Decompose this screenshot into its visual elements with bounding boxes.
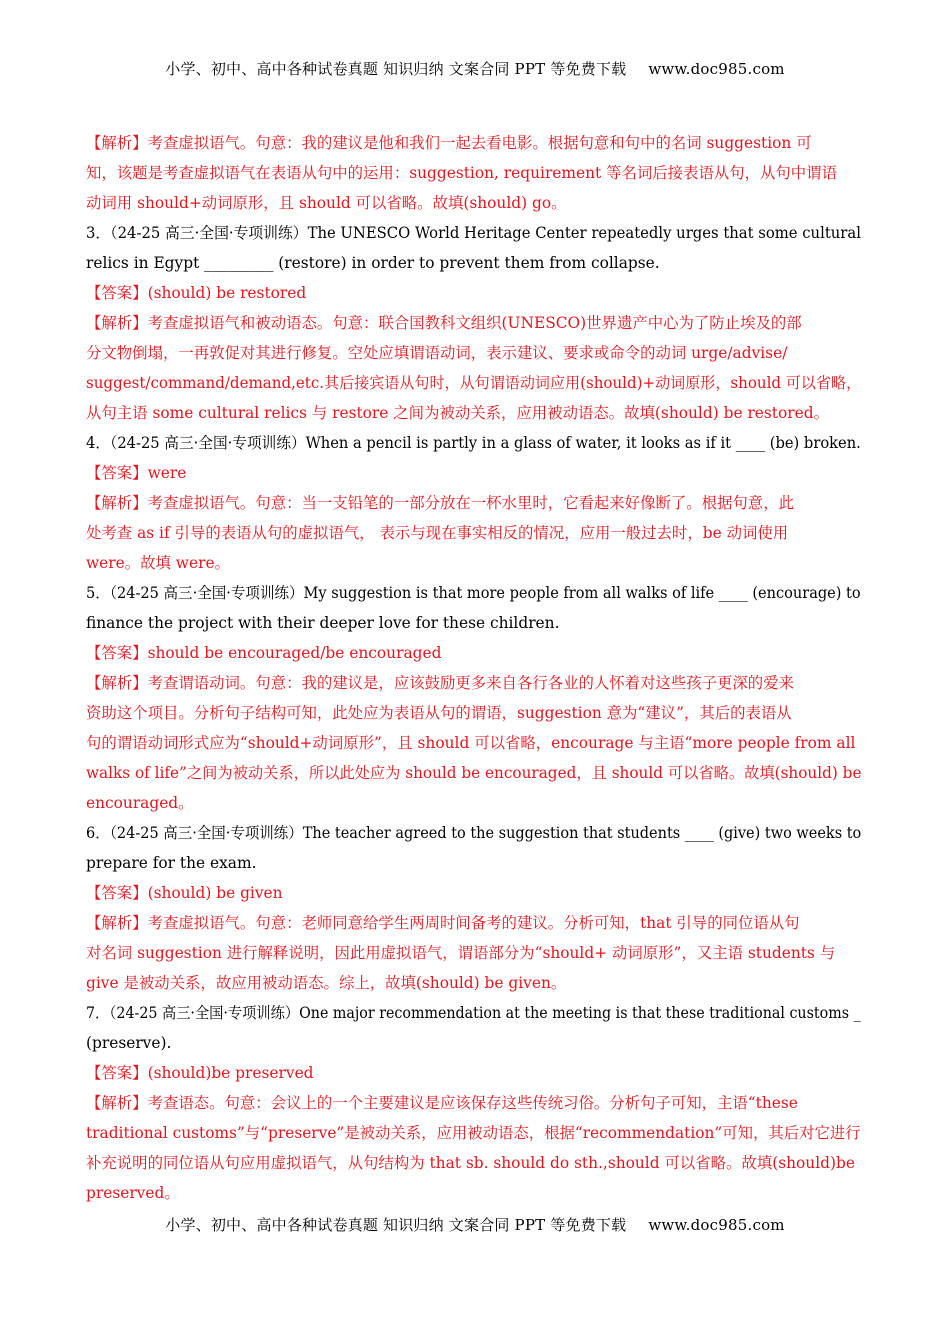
answer-line: suggest/command/demand,etc.其后接宾语从句时，从句谓语动词应用(should)+动词原形，should 可以省略， — [86, 374, 862, 392]
answer-line: 【答案】(should)be preserved — [86, 1064, 314, 1082]
footer-site-link[interactable]: www.doc985.com — [648, 1216, 785, 1234]
answer-line: 动词用 should+动词原形，且 should 可以省略。故填(should) go。 — [86, 194, 567, 212]
question-line: 6．（24-25 高三·全国·专项训练）The teacher agreed to the suggestion that students ____ (give) two weeks to — [86, 824, 862, 842]
answer-line: 【答案】should be encouraged/be encouraged — [86, 644, 442, 662]
question-line: 5．（24-25 高三·全国·专项训练）My suggestion is that more people from all walks of life ____ (encourage) to — [86, 584, 861, 602]
answer-line: 分文物倒塌，一再敦促对其进行修复。空处应填谓语动词，表示建议、要求或命令的动词 urge/advise/ — [86, 344, 788, 362]
answer-line: 【答案】(should) be restored — [86, 284, 307, 302]
header-text: 小学、初中、高中各种试卷真题 知识归纳 文案合同 PPT 等免费下载 — [165, 60, 627, 78]
answer-line: 处考查 as if 引导的表语从句的虚拟语气， 表示与现在事实相反的情况，应用一般过去时，be 动词使用 — [86, 524, 789, 542]
question-line: 7．（24-25 高三·全国·专项训练）One major recommendation at the meeting is that these traditional customs _ — [86, 1004, 861, 1022]
page-header — [0, 58, 950, 79]
answer-line: 【解析】考查虚拟语气。句意：老师同意给学生两周时间备考的建议。分析可知，that 引导的同位语从句 — [86, 914, 800, 932]
footer-text: 小学、初中、高中各种试卷真题 知识归纳 文案合同 PPT 等免费下载 — [165, 1216, 627, 1234]
question-line: prepare for the exam. — [86, 854, 257, 872]
answer-line: 从句主语 some cultural relics 与 restore 之间为被动关系，应用被动语态。故填(should) be restored。 — [86, 404, 829, 422]
question-line: 4．（24-25 高三·全国·专项训练）When a pencil is partly in a glass of water, it looks as if it ____ (be) broken. — [86, 434, 861, 452]
answer-line: 对名词 suggestion 进行解释说明，因此用虚拟语气，谓语部分为“should+ 动词原形”，又主语 students 与 — [86, 944, 836, 962]
answer-line: 资助这个项目。分析句子结构可知，此处应为表语从句的谓语，suggestion 意为“建议”，其后的表语从 — [86, 704, 792, 722]
question-line: relics in Egypt _________ (restore) in order to prevent them from collapse. — [86, 254, 660, 272]
answer-line: 句的谓语动词形式应为“should+动词原形”，且 should 可以省略，encourage 与主语“more people from all — [86, 734, 856, 752]
answer-line: were。故填 were。 — [86, 554, 230, 572]
document-body — [86, 128, 861, 1208]
answer-line: 【解析】考查虚拟语气和被动语态。句意：联合国教科文组织(UNESCO)世界遗产中心为了防止埃及的部 — [86, 314, 802, 332]
answer-line: 【答案】were — [86, 464, 187, 482]
answer-line: 【答案】(should) be given — [86, 884, 283, 902]
question-line: 3．（24-25 高三·全国·专项训练）The UNESCO World Heritage Center repeatedly urges that some cultural — [86, 224, 861, 242]
answer-line: walks of life”之间为被动关系，所以此处应为 should be encouraged，且 should 可以省略。故填(should) be — [86, 764, 862, 782]
question-line: finance the project with their deeper love for these children. — [86, 614, 560, 632]
page-footer — [0, 1214, 950, 1235]
answer-line: 补充说明的同位语从句应用虚拟语气，从句结构为 that sb. should do sth.,should 可以省略。故填(should)be — [86, 1154, 855, 1172]
answer-line: 【解析】考查谓语动词。句意：我的建议是，应该鼓励更多来自各行各业的人怀着对这些孩子更深的爱来 — [86, 674, 794, 692]
answer-line: 【解析】考查语态。句意：会议上的一个主要建议是应该保存这些传统习俗。分析句子可知，主语“these — [86, 1094, 798, 1112]
answer-line: traditional customs”与“preserve”是被动关系，应用被动语态，根据“recommendation”可知，其后对它进行 — [86, 1124, 861, 1142]
answer-line: 【解析】考查虚拟语气。句意：我的建议是他和我们一起去看电影。根据句意和句中的名词 suggestion 可 — [86, 134, 812, 152]
answer-line: give 是被动关系，故应用被动语态。综上，故填(should) be given。 — [86, 974, 567, 992]
question-line: (preserve). — [86, 1034, 172, 1052]
answer-line: 【解析】考查虚拟语气。句意：当一支铅笔的一部分放在一杯水里时，它看起来好像断了。根据句意，此 — [86, 494, 794, 512]
answer-line: preserved。 — [86, 1184, 180, 1202]
answer-line: encouraged。 — [86, 794, 194, 812]
header-site-link[interactable]: www.doc985.com — [648, 60, 785, 78]
answer-line: 知，该题是考查虚拟语气在表语从句中的运用：suggestion, requirement 等名词后接表语从句，从句中谓语 — [86, 164, 837, 182]
